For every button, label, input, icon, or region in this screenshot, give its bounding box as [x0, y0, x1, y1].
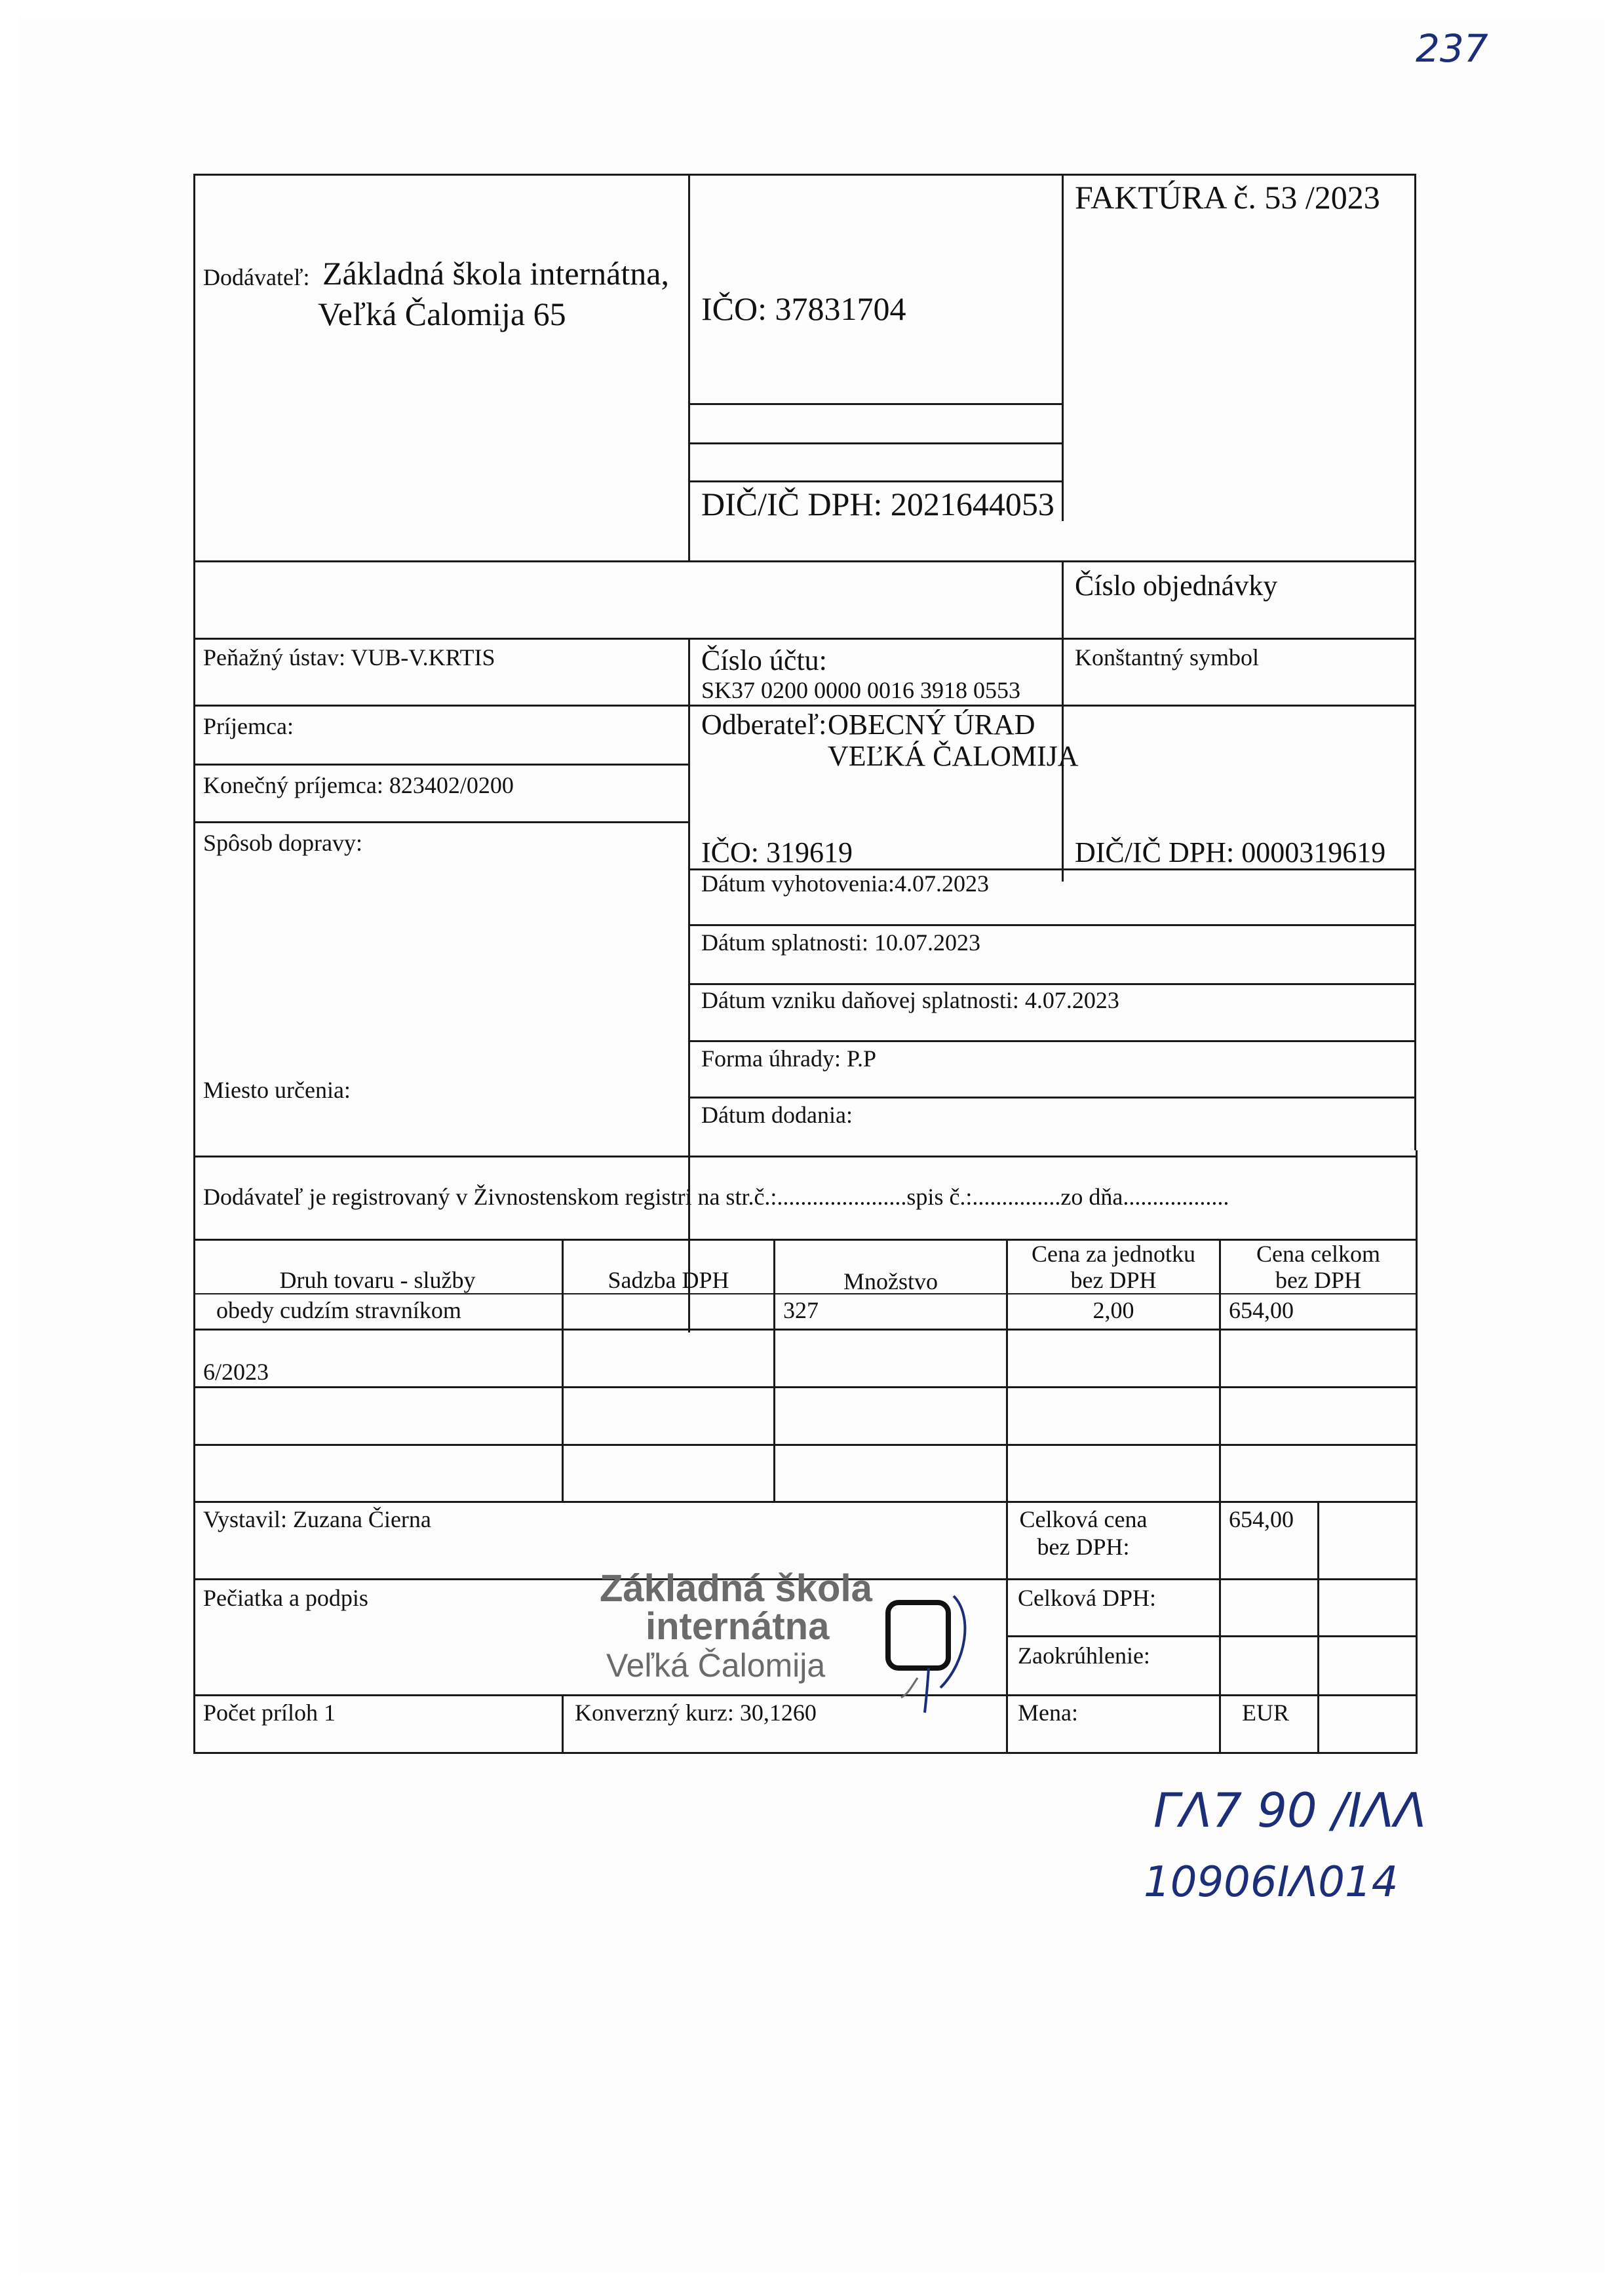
conversion-rate: Konverzný kurz: 30,1260 — [575, 1700, 817, 1726]
attachments: Počet príloh 1 — [203, 1700, 336, 1726]
stamp-line1: Základná škola — [600, 1567, 872, 1610]
item-unit-price: 2,00 — [1092, 1297, 1134, 1323]
currency-value: EUR — [1242, 1700, 1289, 1726]
supplier-name-line1: Základná škola internátna, — [322, 255, 669, 292]
supplier-ico: IČO: 37831704 — [701, 290, 906, 327]
frame-left — [193, 174, 195, 1753]
handwritten-note-1: ΓΛ7 90 /ΙΛΛ — [1153, 1783, 1427, 1838]
tax-date: Dátum vzniku daňovej splatnosti: 4.07.2023 — [701, 987, 1119, 1013]
total-label-1: Celková cena — [1019, 1506, 1148, 1532]
issued-by: Vystavil: Zuzana Čierna — [203, 1506, 431, 1532]
delivery-date: Dátum dodania: — [701, 1102, 853, 1128]
rounding-label: Zaokrúhlenie: — [1018, 1643, 1150, 1669]
col-total-header-1: Cena celkom — [1256, 1241, 1380, 1267]
page-number-handwritten: 237 — [1416, 26, 1488, 71]
destination-label: Miesto určenia: — [203, 1077, 351, 1103]
stamp-label: Pečiatka a podpis — [203, 1585, 368, 1611]
order-number-label: Číslo objednávky — [1075, 570, 1278, 602]
col-unit-header-2: bez DPH — [1070, 1267, 1157, 1293]
period-note: 6/2023 — [203, 1359, 269, 1385]
invoice-title: FAKTÚRA č. 53 /2023 — [1075, 179, 1380, 216]
registry-note: Dodávateľ je registrovaný v Živnostenskom registri na str.č.:......................spis č.:...............zo dňa.................. — [203, 1184, 1229, 1210]
col-unit-header-1: Cena za jednotku — [1032, 1241, 1195, 1267]
supplier-name-line2: Veľká Čalomija 65 — [318, 296, 566, 332]
frame-right-lower — [1416, 1150, 1418, 1753]
payment-form: Forma úhrady: P.P — [701, 1045, 877, 1072]
final-recipient: Konečný príjemca: 823402/0200 — [203, 772, 514, 798]
vat-total-label: Celková DPH: — [1018, 1585, 1156, 1611]
transport-label: Spôsob dopravy: — [203, 830, 362, 856]
item-name: obedy cudzím stravníkom — [216, 1297, 461, 1323]
issue-date: Dátum vyhotovenia:4.07.2023 — [701, 870, 989, 897]
customer-label: Odberateľ: — [701, 709, 827, 741]
col-qty-header: Množstvo — [843, 1268, 938, 1294]
supplier-label: Dodávateľ: — [203, 264, 310, 290]
due-date: Dátum splatnosti: 10.07.2023 — [701, 929, 980, 956]
currency-label: Mena: — [1018, 1700, 1078, 1726]
total-label-2: bez DPH: — [1037, 1534, 1130, 1560]
frame-top — [193, 174, 1416, 176]
invoice-form — [193, 174, 1424, 1765]
customer-line2: VEĽKÁ ČALOMIJA — [828, 740, 1079, 772]
col-total-header-2: bez DPH — [1275, 1267, 1361, 1293]
frame-right — [1414, 174, 1416, 1150]
customer-line1: OBECNÝ ÚRAD — [828, 709, 1035, 741]
frame-bottom — [193, 1752, 1418, 1754]
account-number: SK37 0200 0000 0016 3918 0553 — [701, 677, 1021, 703]
stamp-line2: internátna — [646, 1605, 830, 1648]
col-vat-header: Sadzba DPH — [608, 1267, 729, 1293]
handwritten-note-2: 10906ΙΛ014 — [1144, 1858, 1399, 1907]
item-total: 654,00 — [1229, 1297, 1294, 1323]
account-label: Číslo účtu: — [701, 644, 827, 676]
supplier-dic: DIČ/IČ DPH: 2021644053 — [701, 486, 1054, 522]
stamp-emblem-icon — [881, 1589, 980, 1714]
customer-dic: DIČ/IČ DPH: 0000319619 — [1075, 836, 1386, 868]
item-quantity: 327 — [783, 1297, 819, 1323]
company-stamp — [600, 1566, 967, 1698]
total-value: 654,00 — [1229, 1506, 1294, 1532]
bank-name: Peňažný ústav: VUB-V.KRTIS — [203, 644, 495, 671]
col-item-header: Druh tovaru - služby — [279, 1267, 476, 1293]
recipient-label: Príjemca: — [203, 713, 294, 739]
constant-symbol-label: Konštantný symbol — [1075, 644, 1260, 671]
stamp-line3: Veľká Čalomija — [606, 1647, 826, 1684]
customer-ico: IČO: 319619 — [701, 836, 853, 868]
